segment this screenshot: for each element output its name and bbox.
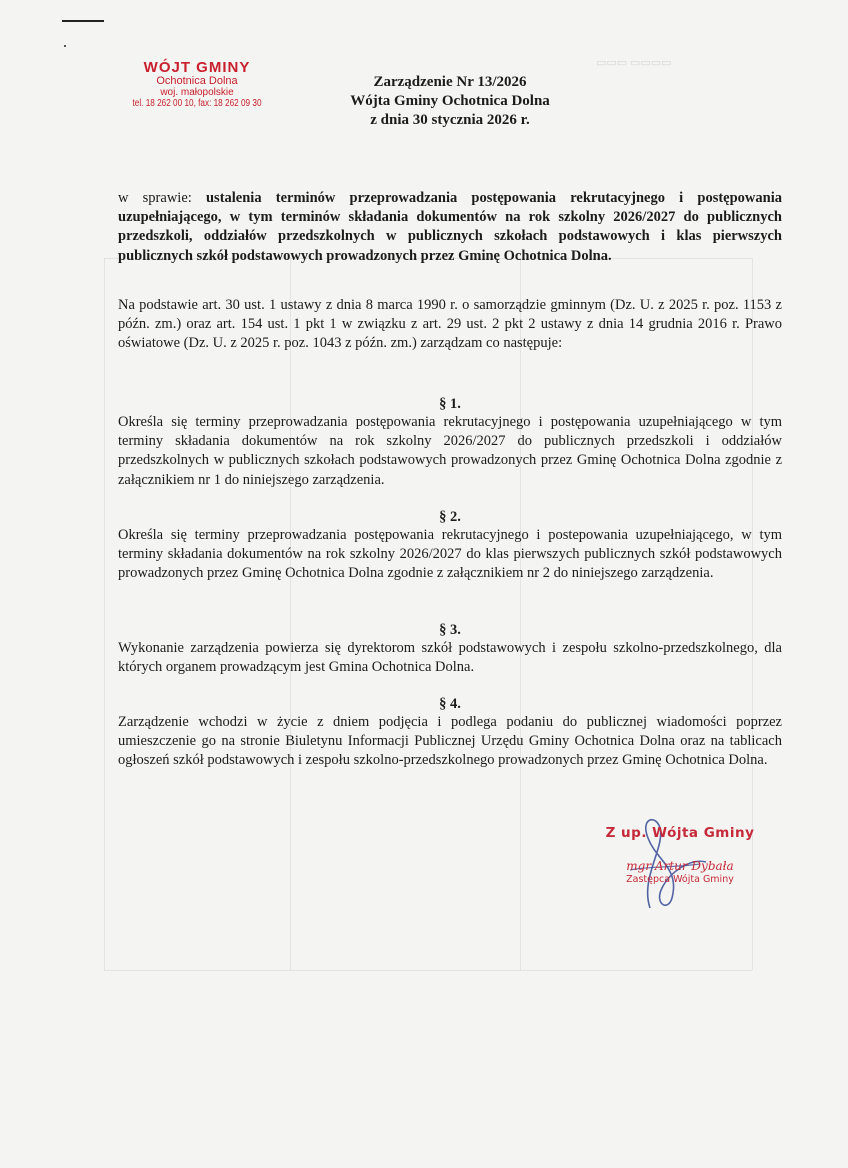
bleed-through-table-line bbox=[104, 970, 752, 971]
stamp-voivodeship: woj. małopolskie bbox=[160, 87, 234, 98]
section-2-text: Określa się terminy przeprowadzania postępowania rekrutacyjnego i postepowania uzupełniającego, w tym terminy składania dokumentów na rok szkolny 2026/2027 do klas pierwszych publicznych szkół podstawowych prowadzonych przez Gminę Ochotnica Dolna zgodnie z załącznikiem nr 2 do niniejszego zarządzenia. bbox=[118, 527, 782, 582]
punch-mark bbox=[64, 45, 66, 47]
bleed-through-table-line bbox=[104, 258, 105, 970]
bleed-through-table-line bbox=[290, 258, 291, 970]
section-4-text: Zarządzenie wchodzi w życie z dniem podjęcia i podlega podaniu do publicznej wiadomości poprzez umieszczenie go na stronie Biuletynu Informacji Publicznej Urzędu Gminy Ochotnica Dolna oraz na tablicach ogłoszeń szkół podstawowych i zespołu szkolno-przedszkolnego prowadzonych przez Gminę Ochotnica Dolna. bbox=[118, 714, 782, 769]
section-1-mark: § 1. bbox=[439, 396, 461, 412]
legal-basis: Na podstawie art. 30 ust. 1 ustawy z dnia 8 marca 1990 r. o samorządzie gminnym (Dz. U. z 2025 r. poz. 1153 z późn. zm.) oraz art. 154 ust. 1 pkt 1 w związku z art. 29 ust. 2 pkt 2 ustawy z dnia 14 grudnia 2016 r. Prawo oświatowe (Dz. U. z 2025 r. poz. 1043 z późn. zm.) zarządzam co następuje: bbox=[118, 297, 782, 352]
office-stamp bbox=[118, 60, 276, 110]
signatory-role: Zastępca Wójta Gminy bbox=[626, 874, 734, 885]
section-1-text: Określa się terminy przeprowadzania postępowania rekrutacyjnego i postępowania uzupełniającego w tym terminy składania dokumentów na rok szkolny 2026/2027 do publicznych przedszkoli i oddziałów przedszkolnych w publicznych szkołach podstawowych prowadzonych przez Gminę Ochotnica Dolna zgodnie z załącznikiem nr 1 do niniejszego zarządzenia. bbox=[118, 414, 782, 488]
ordinance-number: Zarządzenie Nr 13/2026 bbox=[373, 74, 527, 90]
stamp-title: WÓJT GMINY bbox=[143, 59, 251, 76]
top-rule bbox=[62, 20, 104, 22]
section-2-mark: § 2. bbox=[439, 509, 461, 525]
signatory-name: mgr Artur Dybała bbox=[626, 859, 734, 873]
subject-text: ustalenia terminów przeprowadzania postępowania rekrutacyjnego i postępowania uzupełniającego, w tym terminów składania dokumentów na rok szkolny 2026/2027 do publicznych przedszkoli, oddziałów przedszkolnych w publicznych szkołach podstawowych i klas pierwszych publicznych szkół podstawowych prowadzonych przez Gminę Ochotnica Dolna. bbox=[118, 190, 782, 264]
signature-authority: Z up. Wójta Gminy bbox=[605, 825, 755, 841]
stamp-contact: tel. 18 262 00 10, fax: 18 262 09 30 bbox=[132, 98, 262, 109]
section-3-mark: § 3. bbox=[439, 622, 461, 638]
subject-prefix: w sprawie: bbox=[118, 190, 206, 206]
bleed-through-text: ▭▭▭ ▭▭▭▭ bbox=[596, 57, 672, 69]
stamp-municipality: Ochotnica Dolna bbox=[156, 75, 238, 87]
bleed-through-table-line bbox=[520, 258, 521, 970]
issuer: Wójta Gminy Ochotnica Dolna bbox=[350, 93, 550, 109]
document-subject bbox=[118, 189, 782, 266]
document-header bbox=[300, 73, 600, 130]
issue-date: z dnia 30 stycznia 2026 r. bbox=[370, 112, 530, 128]
section-3-text: Wykonanie zarządzenia powierza się dyrektorom szkół podstawowych i zespołu szkolno-przedszkolnego, dla których organem prowadzącym jest Gmina Ochotnica Dolna. bbox=[118, 640, 782, 676]
signature-stamp bbox=[580, 825, 780, 885]
section-4-mark: § 4. bbox=[439, 696, 461, 712]
